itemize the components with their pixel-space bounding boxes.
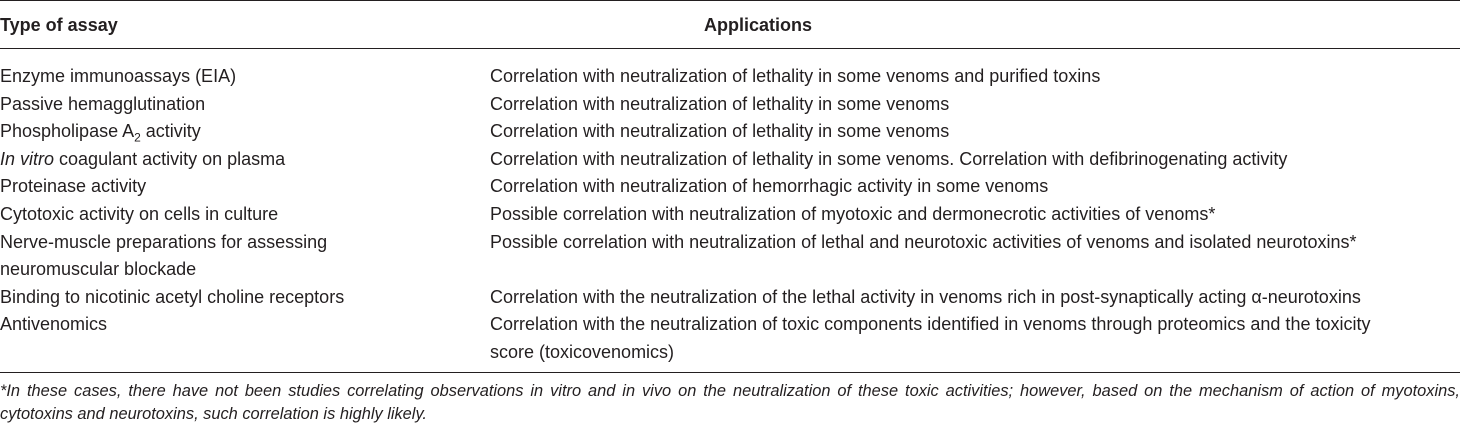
- assay-cell: Enzyme immunoassays (EIA): [0, 66, 237, 86]
- header-type-of-assay: Type of assay: [0, 15, 118, 35]
- assay-line: Nerve-muscle preparations for assessing: [0, 231, 328, 252]
- assay-cell: Proteinase activity: [0, 176, 147, 197]
- assay-cell: Passive hemagglutination: [0, 93, 206, 114]
- application-cell: Correlation with neutralization of lethality in some venoms. Correlation with defibrinogenating activity: [490, 148, 1288, 169]
- table-footnote: *In these cases, there have not been studies correlating observations in vitro and in vivo on the neutralization of these toxic activities; however, based on the mechanism of action of myotoxins, cytotoxins and neurotoxins, such correlation is highly likely.: [0, 382, 1460, 423]
- table-top-rule: [0, 0, 1460, 1]
- table-row: [0, 146, 1460, 174]
- application-cell: Possible correlation with neutralization of myotoxic and dermonecrotic activities of venoms*: [490, 203, 1216, 224]
- application-cell: Possible correlation with neutralization of lethal and neurotoxic activities of venoms and isolated neurotoxins*: [490, 231, 1357, 252]
- application-line: Correlation with the neutralization of toxic components identified in venoms through proteomics and the toxicity: [490, 314, 1371, 335]
- table-row: [0, 63, 1460, 91]
- assay-subscript: 2: [134, 130, 141, 145]
- table-row: [0, 201, 1460, 229]
- assay-cell: [0, 146, 490, 174]
- application-cell: Correlation with the neutralization of the lethal activity in venoms rich in post-synaptically acting α-neurotoxins: [490, 286, 1361, 307]
- table-bottom-rule: [0, 372, 1460, 373]
- assay-line: neuromuscular blockade: [0, 259, 197, 280]
- assay-cell: Cytotoxic activity on cells in culture: [0, 203, 279, 224]
- application-cell: Correlation with neutralization of hemorrhagic activity in some venoms: [490, 176, 1049, 197]
- header-rule: [0, 48, 1460, 49]
- assay-cell: Antivenomics: [0, 314, 108, 335]
- application-cell: Correlation with neutralization of lethality in some venoms and purified toxins: [490, 66, 1101, 86]
- table-body: [0, 63, 1460, 367]
- table-row: [0, 173, 1460, 201]
- table-row: [0, 118, 1460, 146]
- application-cell: Correlation with neutralization of lethality in some venoms: [490, 93, 950, 114]
- assay-cell: [0, 229, 490, 284]
- table-row: [0, 91, 1460, 119]
- assay-italic-text: In vitro: [0, 148, 55, 169]
- table-row: [0, 311, 1460, 366]
- assay-text: Phospholipase A: [0, 121, 135, 142]
- assay-text-suffix: activity: [140, 121, 201, 142]
- assay-text: coagulant activity on plasma: [54, 148, 286, 169]
- table-row: [0, 229, 1460, 284]
- assay-cell: [0, 118, 490, 146]
- header-applications: Applications: [703, 15, 812, 35]
- application-line: score (toxicovenomics): [490, 341, 675, 362]
- application-cell: [490, 311, 1460, 366]
- assay-cell: Binding to nicotinic acetyl choline receptors: [0, 286, 345, 307]
- table-row: [0, 284, 1460, 312]
- application-cell: Correlation with neutralization of lethality in some venoms: [490, 121, 950, 142]
